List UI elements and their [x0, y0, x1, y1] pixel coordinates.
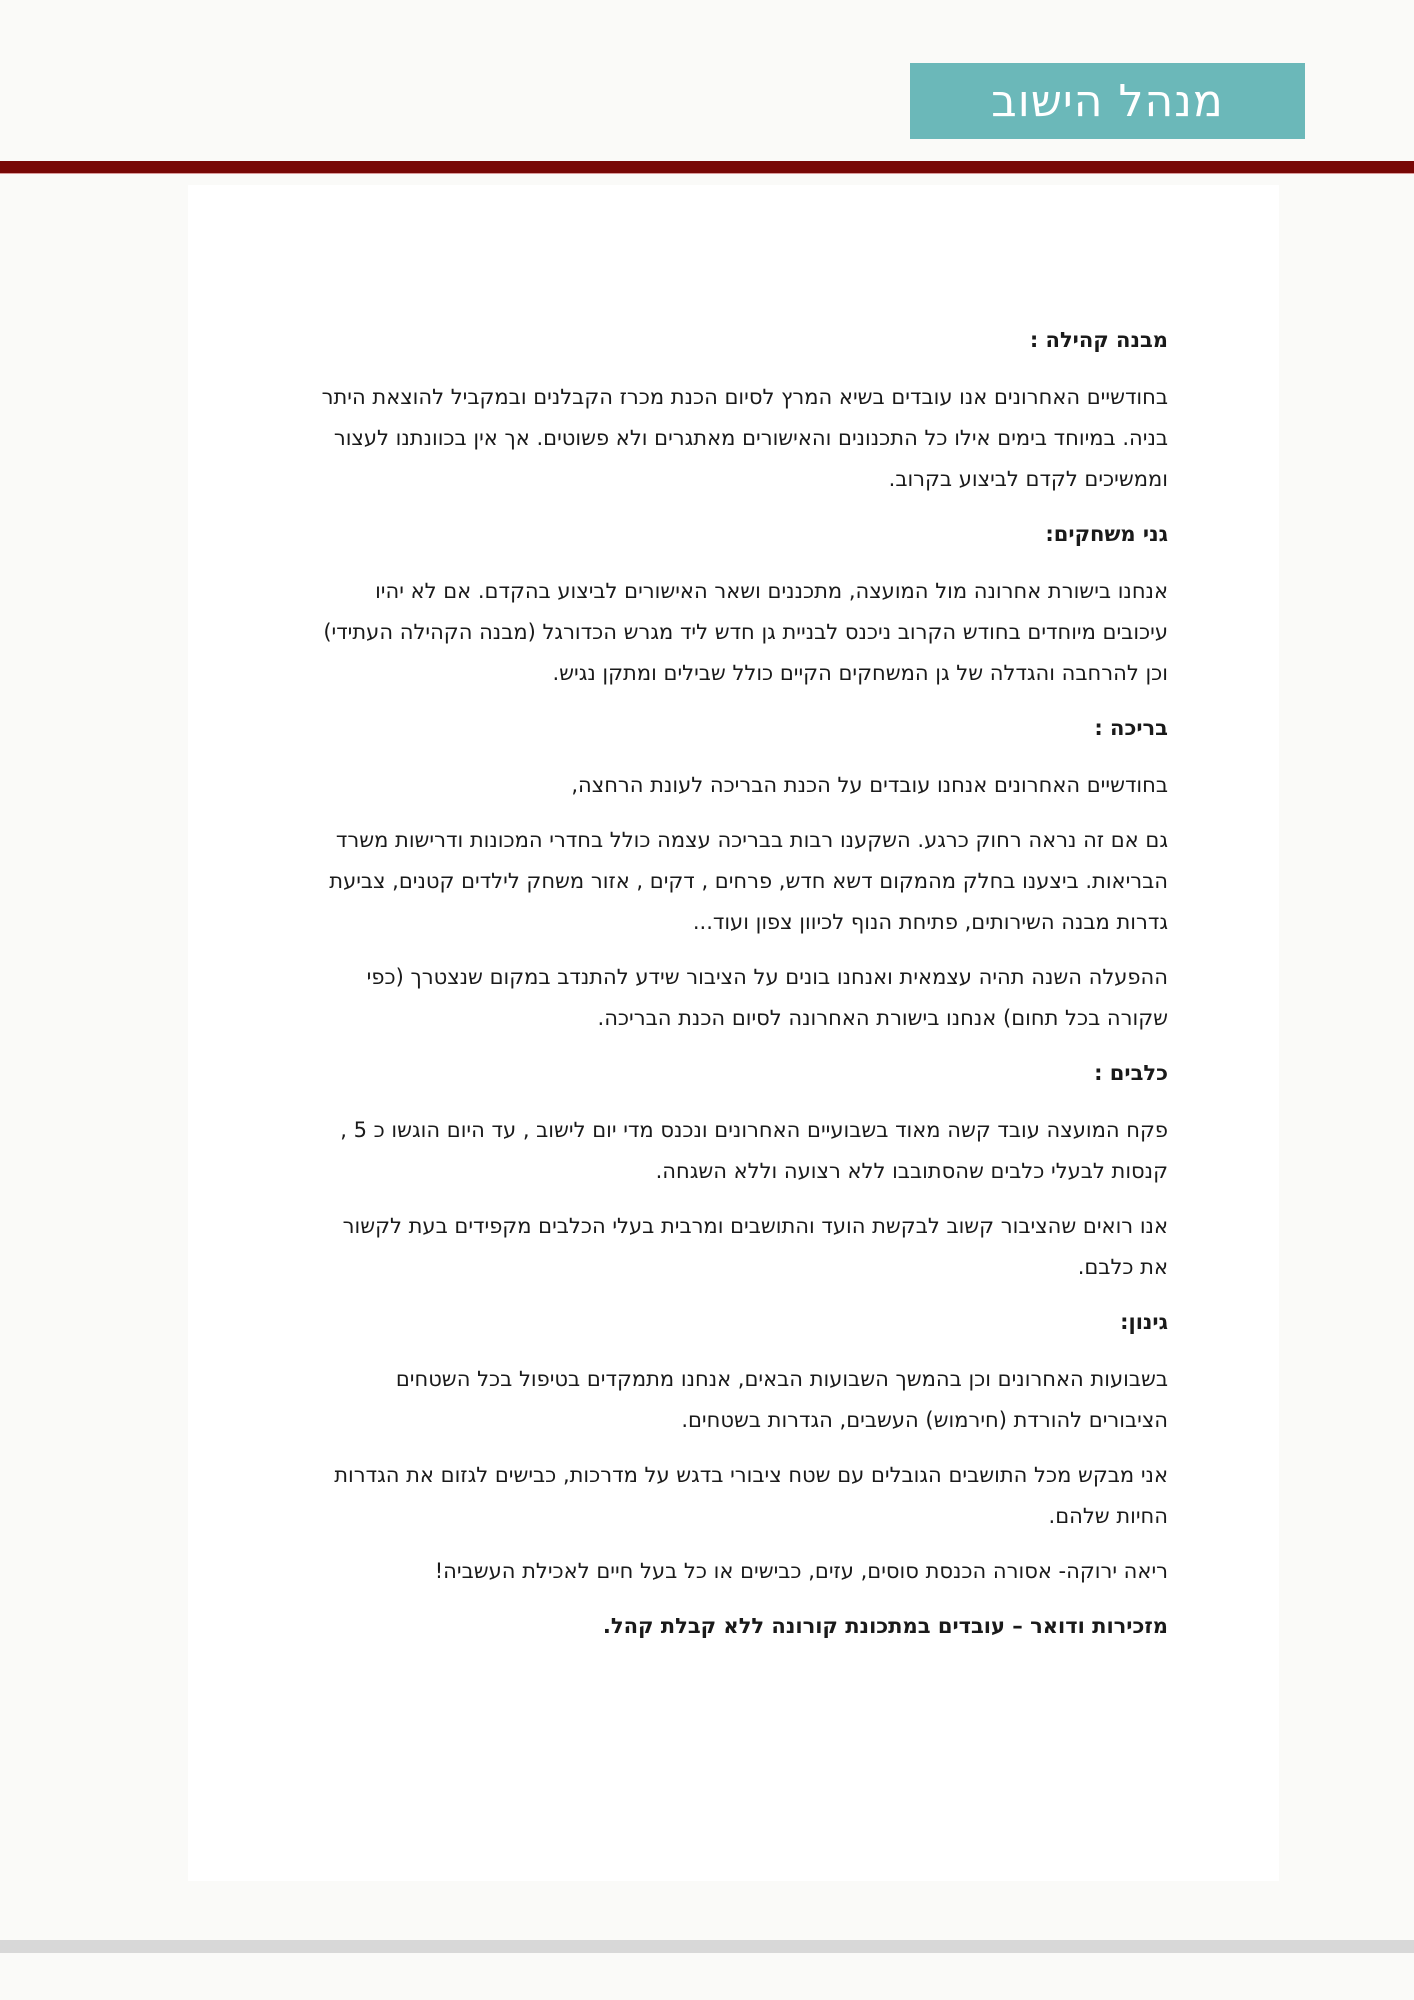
section-paragraph: גם אם זה נראה רחוק כרגע. השקענו רבות בבריכה עצמה כולל בחדרי המכונות ודרישות משרד הבריאות. ביצענו בחלק מהמקום דשא חדש, פרחים , דקים , אזור משחק לילדים קטנים, צביעת גדרות מבנה השירותים, פתיחת הנוף לכיוון צפון ועוד...	[329, 828, 1168, 934]
footer-divider	[0, 1940, 1414, 1953]
document-body	[310, 320, 1168, 1661]
section-paragraph: בשבועות האחרונים וכן בהמשך השבועות הבאים, אנחנו מתמקדים בטיפול בכל השטחים הציבורים להורדת (חירמוש) העשבים, הגדרות בשטחים.	[395, 1367, 1168, 1432]
section-paragraph: בחודשיים האחרונים אנו עובדים בשיא המרץ לסיום הכנת מכרז הקבלנים ובמקביל להוצאת היתר בניה. במיוחד בימים אילו כל התכנונים והאישורים מאתגרים ולא פשוטים. אך אין בכוונתנו לעצור וממשיכים לקדם לביצוע בקרוב.	[321, 385, 1168, 491]
section-paragraph: אנחנו בישורת אחרונה מול המועצה, מתכננים ושאר האישורים לביצוע בהקדם. אם לא יהיו עיכובים מיוחדים בחודש הקרוב ניכנס לבניית גן חדש ליד מגרש הכדורגל (מבנה הקהילה העתידי) וכן להרחבה והגדלה של גן המשחקים הקיים כולל שבילים ומתקן נגיש.	[323, 579, 1168, 685]
section-paragraph: אני מבקש מכל התושבים הגובלים עם שטח ציבורי בדגש על מדרכות, כבישים לגזום את הגדרות החיות שלהם.	[334, 1463, 1168, 1528]
section-gardening	[310, 1302, 1168, 1592]
section-community-building	[310, 320, 1168, 500]
title-banner	[910, 63, 1305, 139]
header-divider	[0, 161, 1414, 174]
section-playgrounds	[310, 514, 1168, 694]
section-heading: גני משחקים:	[1045, 522, 1168, 546]
section-paragraph: אנו רואים שהציבור קשוב לבקשת הועד והתושבים ומרבית בעלי הכלבים מקפידים בעת לקשור את כלבם.	[342, 1214, 1168, 1279]
page-title: מנהל הישוב	[991, 75, 1224, 127]
section-heading: מבנה קהילה :	[1029, 328, 1168, 352]
section-paragraph: ריאה ירוקה- אסורה הכנסת סוסים, עזים, כבישים או כל בעל חיים לאכילת העשביה!	[434, 1559, 1168, 1583]
section-pool	[310, 708, 1168, 1039]
section-heading: גינון:	[1120, 1310, 1168, 1334]
section-paragraph: פקח המועצה עובד קשה מאוד בשבועיים האחרונים ונכנס מדי יום לישוב , עד היום הוגשו כ 5 , קנסות לבעלי כלבים שהסתובבו ללא רצועה וללא השגחה.	[340, 1118, 1168, 1183]
section-heading: כלבים :	[1094, 1061, 1168, 1085]
section-paragraph: ההפעלה השנה תהיה עצמאית ואנחנו בונים על הציבור שידע להתנדב במקום שנצטרך (כפי שקורה בכל תחום) אנחנו בישורת האחרונה לסיום הכנת הבריכה.	[366, 965, 1168, 1030]
section-dogs	[310, 1053, 1168, 1288]
closing-note: מזכירות ודואר – עובדים במתכונת קורונה ללא קבלת קהל.	[602, 1614, 1168, 1638]
section-paragraph: בחודשיים האחרונים אנחנו עובדים על הכנת הבריכה לעונת הרחצה,	[571, 773, 1168, 797]
section-heading: בריכה :	[1094, 716, 1168, 740]
